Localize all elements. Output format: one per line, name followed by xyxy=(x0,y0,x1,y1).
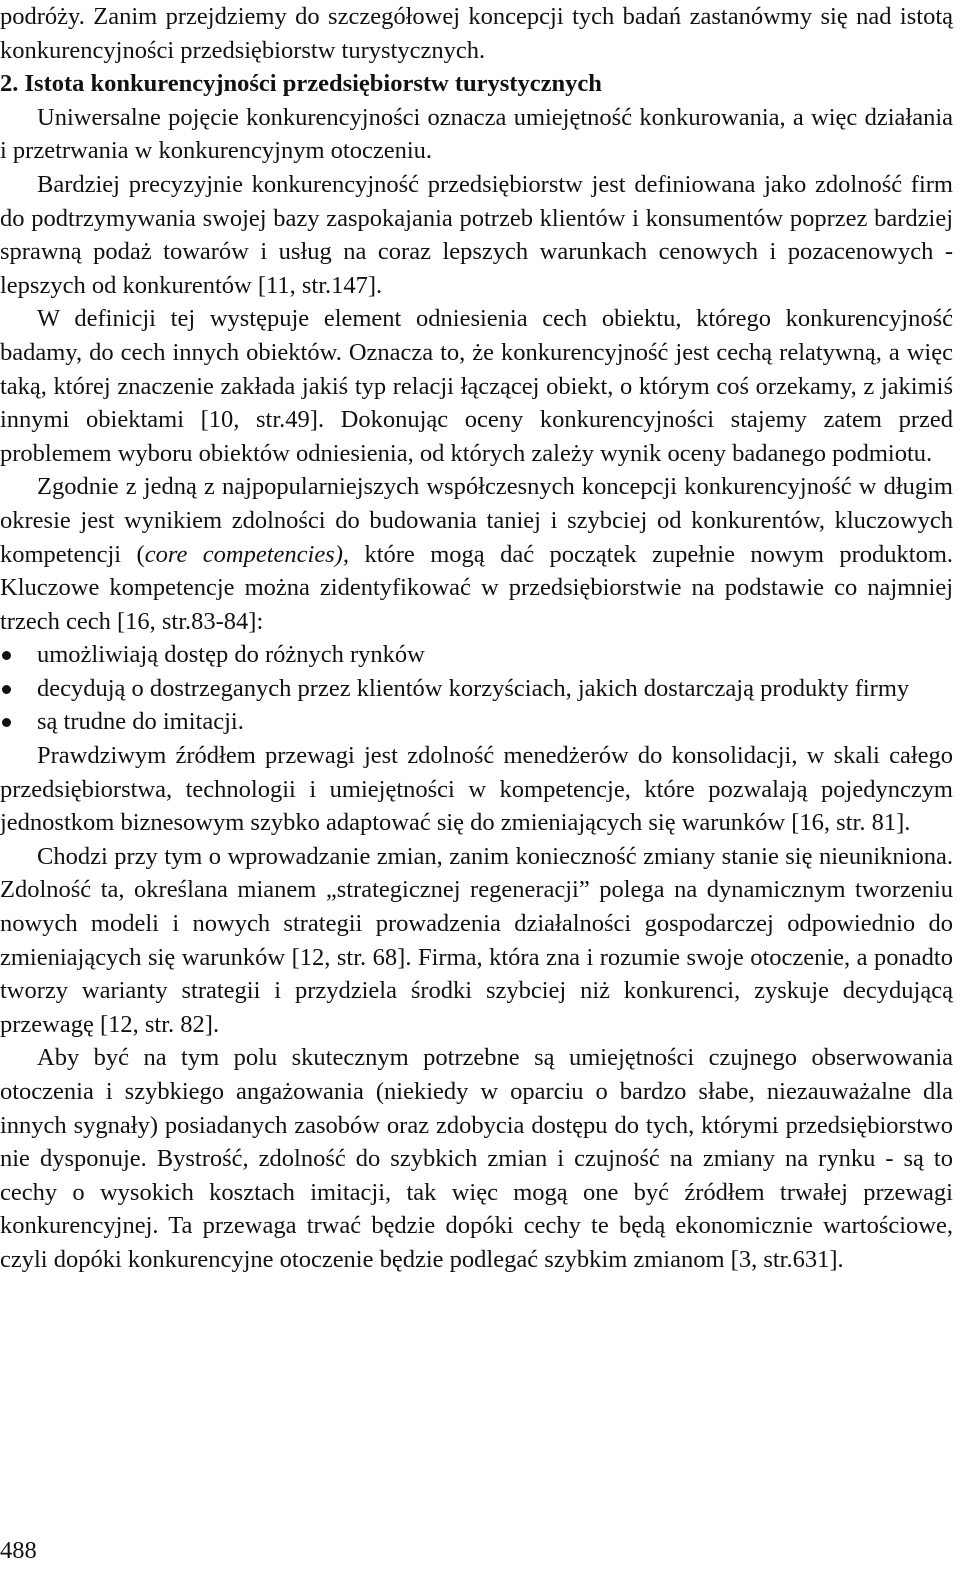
list-item xyxy=(0,638,953,672)
paragraph-1: Uniwersalne pojęcie konkurencyjności oznacza umiejętność konkurowania, a więc działania i przetrwania w konkurencyjnym otoczeniu. xyxy=(0,103,953,165)
paragraph-6: Chodzi przy tym o wprowadzanie zmian, zanim konieczność zmiany stanie się nieunikniona. Zdolność ta, określana mianem „strategicznej regeneracji” polega na dynamicznym tworzeniu nowych modeli i nowych strategii prowadzenia działalności gospodarczej odpowiednio do zmieniających się warunków [12, str. 68]. Firma, która zna i rozumie swoje otoczenie, a ponadto tworzy warianty strategii i przydziela środki szybciej niż konkurenci, zyskuje decydującą przewagę [12, str. 82]. xyxy=(0,842,953,1038)
paragraph-4-text-start: Zgodnie z jedną z najpopularniejszych współczesnych koncepcji konkurencyjność w długim okresie jest wynikiem zdolności do budowania taniej i szybciej od konkurentów, kluczowych kompetencji ( xyxy=(0,473,953,568)
list-item-text: są trudne do imitacji. xyxy=(37,708,244,736)
competencies-list xyxy=(0,638,953,739)
list-item-text: decydują o dostrzeganych przez klientów korzyściach, jakich dostarczają produkty firmy xyxy=(37,674,910,702)
bullet-icon xyxy=(2,651,11,660)
paragraph-4-text-end: które mogą dać początek zupełnie nowym produktom. Kluczowe kompetencje można zidentyfikować w przedsiębiorstwie na podstawie co najmniej trzech cech [16, str.83-84]: xyxy=(0,540,953,635)
bullet-icon xyxy=(2,685,11,694)
section-heading: 2. Istota konkurencyjności przedsiębiorstw turystycznych xyxy=(0,70,602,98)
list-item-text: umożliwiają dostęp do różnych rynków xyxy=(37,641,425,669)
paragraph-3: W definicji tej występuje element odniesienia cech obiektu, którego konkurencyjność badamy, do cech innych obiektów. Oznacza to, że konkurencyjność jest cechą relatywną, a więc taką, której znaczenie zakłada jakiś typ relacji łączącej obiekt, o którym coś orzekamy, z jakimiś innymi obiektami [10, str.49]. Dokonując oceny konkurencyjności stajemy zatem przed problemem wyboru obiektów odniesienia, od których zależy wynik oceny badanego podmiotu. xyxy=(0,305,953,467)
paragraph-5: Prawdziwym źródłem przewagi jest zdolność menedżerów do konsolidacji, w skali całego przedsiębiorstwa, technologii i umiejętności w kompetencje, które pozwalają pojedynczym jednostkom biznesowym szybko adaptować się do zmieniających się warunków [16, str. 81]. xyxy=(0,742,953,837)
page-number: 488 xyxy=(0,1537,37,1564)
list-item xyxy=(0,672,953,706)
core-competencies-term: core competencies), xyxy=(144,540,350,568)
list-item xyxy=(0,705,953,739)
paragraph-7: Aby być na tym polu skutecznym potrzebne są umiejętności czujnego obserwowania otoczenia i szybkiego angażowania (niekiedy w oparciu o bardzo słabe, niezauważalne dla innych sygnały) posiadanych zasobów oraz zdobycia dostępu do tych, którymi przedsiębiorstwo nie dysponuje. Bystrość, zdolność do szybkich zmian i czujność na zmiany na rynku - są to cechy o wysokich kosztach imitacji, tak więc mogą one być źródłem trwałej przewagi konkurencyjnej. Ta przewaga trwać będzie dopóki cechy te będą ekonomicznie wartościowe, czyli dopóki konkurencyjne otoczenie będzie podlegać szybkim zmianom [3, str.631]. xyxy=(0,1044,953,1273)
paragraph-4 xyxy=(0,470,953,638)
intro-paragraph: podróży. Zanim przejdziemy do szczegółowej koncepcji tych badań zastanówmy się nad istotą konkurencyjności przedsiębiorstw turystycznych. xyxy=(0,3,953,64)
paragraph-2: Bardziej precyzyjnie konkurencyjność przedsiębiorstw jest definiowana jako zdolność firm do podtrzymywania swojej bazy zaspokajania potrzeb klientów i konsumentów poprzez bardziej sprawną podaż towarów i usług na coraz lepszych warunkach cenowych i pozacenowych - lepszych od konkurentów [11, str.147]. xyxy=(0,170,953,299)
bullet-icon xyxy=(2,718,11,727)
